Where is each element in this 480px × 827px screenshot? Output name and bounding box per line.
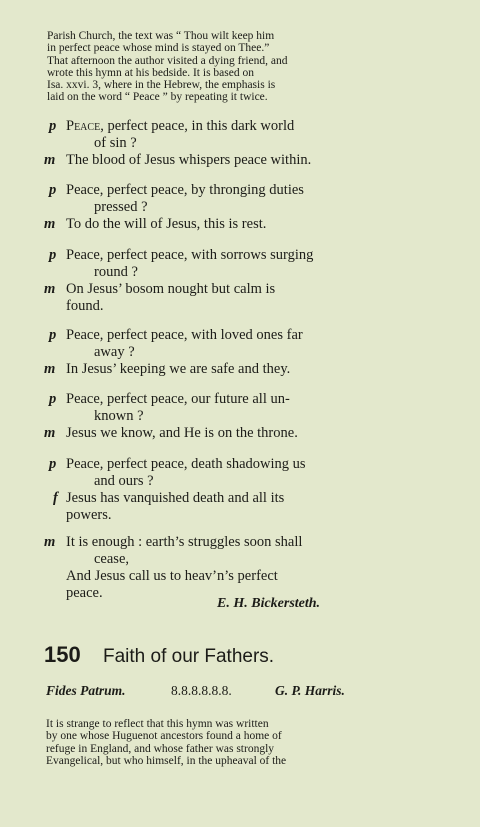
dynamic-mark: m [44,361,56,377]
dynamic-mark: m [44,534,56,550]
verse-line [44,118,374,135]
verse-text: The blood of Jesus whispers peace within. [66,152,312,168]
dynamic-mark: f [53,490,58,506]
verse-text: Peace, perfect peace, death shadowing us [66,456,306,472]
verse-text: Peace, perfect peace, with sorrows surging [66,247,314,263]
intro-line: laid on the word “ Peace ” by repeating it twice. [47,91,268,104]
dynamic-mark: m [44,216,56,232]
verse-line [44,327,374,344]
verse-continuation: pressed ? [94,199,148,215]
intro-line: wrote this hymn at his bedside. It is based on [47,66,254,79]
hymn-number: 150 [44,642,81,667]
verse-continuation: peace. [66,585,103,601]
verse-text: It is enough : earth’s struggles soon shall [66,534,303,550]
dynamic-mark: m [44,152,56,168]
tune-composer: G. P. Harris. [275,683,345,698]
verse-continuation: away ? [94,344,135,360]
metre: 8.8.8.8.8.8. [171,683,232,698]
dynamic-mark: p [49,118,57,134]
intro-line: Isa. xxvi. 3, where in the Hebrew, the emphasis is [47,79,276,92]
verse-line [44,534,374,551]
verse-continuation: round ? [94,264,138,280]
dynamic-mark: m [44,281,56,297]
verse-continuation: of sin ? [94,135,137,151]
verse-continuation: found. [66,298,104,314]
verse-continuation: cease, [94,551,130,567]
intro-paragraph [47,30,367,104]
verse-continuation: and ours ? [94,473,154,489]
stanza-5 [44,391,374,442]
stanza-2 [44,182,374,233]
dynamic-mark: p [49,456,57,472]
intro-line: Parish Church, the text was “ Thou wilt keep him [47,30,275,42]
note-line: refuge in England, and whose father was strongly [46,742,275,755]
opening-word: Peace [66,118,101,134]
hymn-author: E. H. Bickersteth. [217,596,321,611]
verse-text: In Jesus’ keeping we are safe and they. [66,361,291,377]
verse-text: Peace, perfect peace, by thronging duties [66,182,304,198]
verse-text: And Jesus call us to heav’n’s perfect [66,568,278,584]
note-line: by one whose Huguenot ancestors found a home of [46,730,282,743]
verse-line [44,391,374,408]
verse-continuation: known ? [94,408,144,424]
hymn-title: Faith of our Fathers. [103,646,275,667]
verse-text: Jesus has vanquished death and all its [66,490,285,506]
verse-text: Peace, perfect peace, our future all un- [66,391,290,407]
verse-text: Peace, perfect peace, with loved ones far [66,327,303,343]
stanza-1 [44,118,374,169]
verse-line [44,361,374,378]
verse-line [44,152,374,169]
verse-line [44,247,374,264]
dynamic-mark: m [44,425,56,441]
dynamic-mark: p [49,327,57,343]
verse-continuation: powers. [66,507,112,523]
dynamic-mark: p [49,391,57,407]
dynamic-mark: p [49,182,57,198]
hymn-note [46,718,366,767]
verse-text: To do the will of Jesus, this is rest. [66,216,267,232]
verse-text: Jesus we know, and He is on the throne. [66,425,298,441]
stanza-3 [44,247,374,315]
tune-name: Fides Patrum. [46,683,126,698]
verse-line [44,490,374,507]
note-line: It is strange to reflect that this hymn was written [46,718,269,730]
verse-text-rest: , perfect peace, in this dark world [100,118,295,134]
stanza-6 [44,456,374,524]
stanza-7 [44,534,374,602]
intro-line: in perfect peace whose mind is stayed on Thee.” [47,42,270,55]
verse-text [66,118,294,135]
verse-line [44,456,374,473]
verse-line [44,216,374,233]
stanza-4 [44,327,374,378]
verse-line [44,281,374,298]
verse-line [44,425,374,442]
dynamic-mark: p [49,247,57,263]
intro-line: That afternoon the author visited a dying friend, and [47,54,288,67]
note-line: Evangelical, but who himself, in the upheaval of the [46,754,287,767]
verse-text: On Jesus’ bosom nought but calm is [66,281,276,297]
verse-line [44,568,374,585]
verse-line [44,182,374,199]
